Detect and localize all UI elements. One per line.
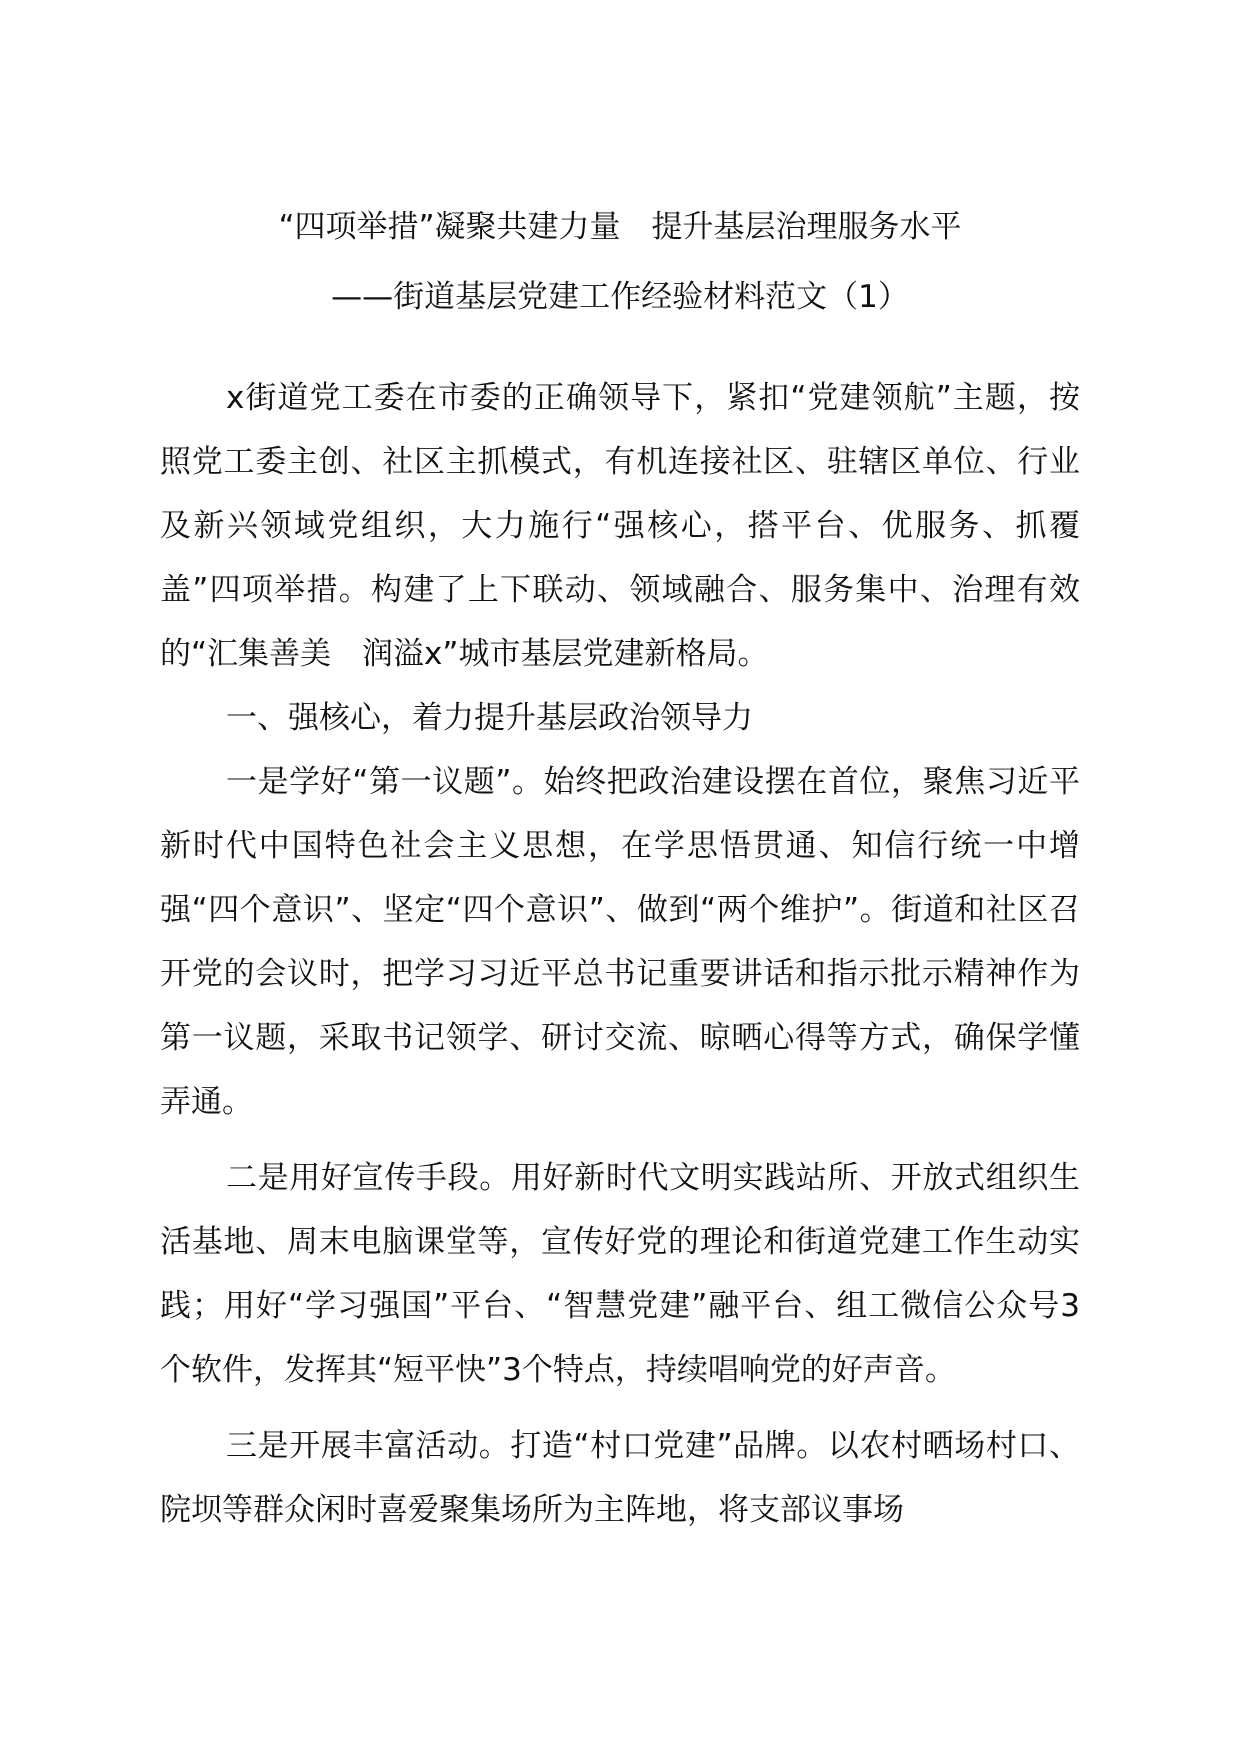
paragraph-point-2: 二是用好宣传手段。用好新时代文明实践站所、开放式组织生活基地、周末电脑课堂等，宣传好党的理论和街道党建工作生动实践；用好“学习强国”平台、“智慧党建”融平台、组工微信公众号3个软件，发挥其“短平快”3个特点，持续唱响党的好声音。 bbox=[160, 1160, 1080, 1388]
page-subtitle: ——街道基层党建工作经验材料范文（1） bbox=[331, 279, 909, 315]
paragraph-point-3: 三是开展丰富活动。打造“村口党建”品牌。以农村晒场村口、院坝等群众闲时喜爱聚集场所为主阵地，将支部议事场 bbox=[160, 1428, 1080, 1528]
page-title: “四项举措”凝聚共建力量 提升基层治理服务水平 bbox=[278, 209, 962, 245]
paragraph-intro: x街道党工委在市委的正确领导下，紧扣“党建领航”主题，按照党工委主创、社区主抓模式，有机连接社区、驻辖区单位、行业及新兴领域党组织，大力施行“强核心，搭平台、优服务、抓覆盖”四项举措。构建了上下联动、领域融合、服务集中、治理有效的“汇集善美 润溢x”城市基层党建新格局。 bbox=[160, 380, 1080, 672]
paragraph-point-1: 一是学好“第一议题”。始终把政治建设摆在首位，聚焦习近平新时代中国特色社会主义思想，在学思悟贯通、知信行统一中增强“四个意识”、坚定“四个意识”、做到“两个维护”。街道和社区召开党的会议时，把学习习近平总书记重要讲话和指示批示精神作为第一议题，采取书记领学、研讨交流、晾晒心得等方式，确保学懂弄通。 bbox=[160, 764, 1080, 1120]
section-heading-1: 一、强核心，着力提升基层政治领导力 bbox=[226, 700, 753, 736]
document-body bbox=[160, 366, 1080, 1542]
